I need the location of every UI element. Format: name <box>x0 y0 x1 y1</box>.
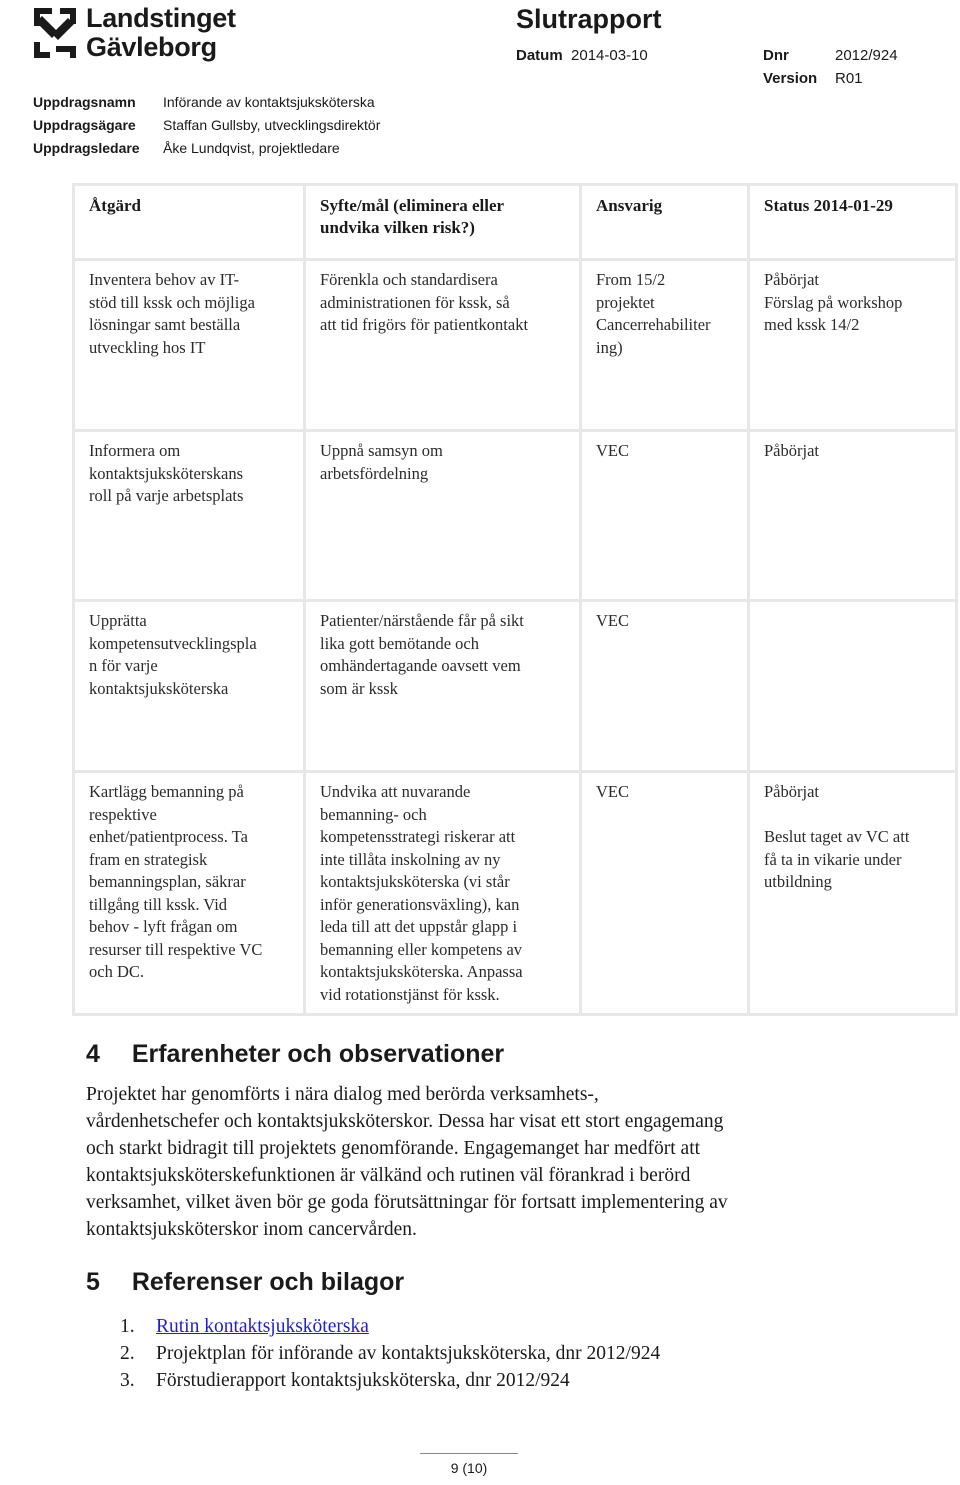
cell-line: VEC <box>596 441 629 460</box>
dnr-field <box>763 47 789 64</box>
info-key: Uppdragsägare <box>33 117 136 133</box>
cell-line: Cancerrehabiliter <box>596 315 711 334</box>
version-value: R01 <box>835 70 863 87</box>
cell-line: Påbörjat <box>764 441 819 460</box>
paragraph-line: vårdenhetschefer och kontaktsjuksköterskor. Dessa har visat ett stort engagemang <box>86 1111 724 1132</box>
cell-line: omhändertagande oavsett vem <box>320 656 521 675</box>
cell-line: att tid frigörs för patientkontakt <box>320 315 529 334</box>
list-item <box>120 1367 660 1394</box>
table-cell-atgard <box>72 432 306 602</box>
version-label: Version <box>763 70 818 87</box>
table-cell-syfte <box>306 773 582 1016</box>
cell-line: Patienter/närstående får på sikt <box>320 611 524 630</box>
cell-line: med kssk 14/2 <box>764 315 860 334</box>
table-cell-status <box>750 261 958 432</box>
paragraph-line: verksamhet, vilket även bör ge goda förutsättningar för fortsatt implementering av <box>86 1192 728 1213</box>
section-title: Referenser och bilagor <box>131 1268 405 1296</box>
cell-line: VEC <box>596 611 629 630</box>
section-4-heading <box>86 1040 504 1069</box>
cell-line: lika gott bemötande och <box>320 633 479 653</box>
cell-line: enhet/patientprocess. Ta <box>89 827 248 846</box>
section-4-paragraph <box>86 1081 946 1243</box>
cell-line: Upprätta <box>89 611 147 630</box>
cell-line: bemanning eller kompetens av <box>320 939 523 959</box>
table-cell-syfte <box>306 432 582 602</box>
info-key: Uppdragsledare <box>33 140 140 156</box>
logo-line-2: Gävleborg <box>86 32 217 62</box>
cell-line: VEC <box>596 782 629 801</box>
info-key: Uppdragsnamn <box>33 94 136 110</box>
cell-line: resurser till respektive VC <box>89 939 263 959</box>
logo-line-1: Landstinget <box>86 3 236 33</box>
cell-line: fram en strategisk <box>89 849 208 869</box>
landstinget-logo-icon <box>32 6 80 62</box>
paragraph-line: kontaktsjuksköterskor inom cancervården. <box>86 1219 417 1240</box>
header-status <box>750 183 958 261</box>
cell-line <box>764 804 945 827</box>
cell-line: Inventera behov av IT- <box>89 270 240 289</box>
table-cell-ansvarig <box>582 432 750 602</box>
section-5-heading <box>86 1268 404 1297</box>
cell-line: Beslut taget av VC att <box>764 827 910 846</box>
cell-line: arbetsfördelning <box>320 463 429 483</box>
header-label-line: Syfte/mål (eliminera eller <box>320 196 505 215</box>
cell-line: bemanning- och <box>320 804 427 824</box>
dnr-label: Dnr <box>763 47 789 64</box>
cell-line: inte tillåta inskolning av ny <box>320 849 501 869</box>
section-number: 5 <box>86 1268 100 1296</box>
paragraph-line: Projektet har genomförts i nära dialog med berörda verksamhets-, <box>86 1084 599 1105</box>
cell-line: Undvika att nuvarande <box>320 782 471 801</box>
cell-line: tillgång till kssk. Vid <box>89 894 228 914</box>
cell-line: Påbörjat <box>764 782 819 801</box>
header-syfte <box>306 183 582 261</box>
cell-line: kontaktsjuksköterska <box>89 678 229 698</box>
reference-text: Projektplan för införande av kontaktsjuksköterska, dnr 2012/924 <box>156 1343 661 1364</box>
cell-line: utbildning <box>764 872 832 891</box>
dnr-value: 2012/924 <box>835 47 898 64</box>
cell-line: behov - lyft frågan om <box>89 917 238 936</box>
cell-line: Påbörjat <box>764 270 819 289</box>
paragraph-line: kontaktsjuksköterskefunktionen är välkänd och rutinen väl förankrad i berörd <box>86 1165 691 1186</box>
cell-line: få ta in vikarie under <box>764 849 902 869</box>
reference-text: Förstudierapport kontaktsjuksköterska, dnr 2012/924 <box>156 1370 570 1391</box>
cell-line: kompetensstrategi riskerar att <box>320 827 516 846</box>
section-title: Erfarenheter och observationer <box>131 1040 505 1068</box>
table-cell-ansvarig <box>582 261 750 432</box>
cell-line: Uppnå samsyn om <box>320 441 443 460</box>
list-item <box>120 1340 660 1367</box>
date-value: 2014-03-10 <box>571 47 648 64</box>
table-cell-status <box>750 432 958 602</box>
cell-line: From 15/2 <box>596 270 666 289</box>
reference-link[interactable]: Rutin kontaktsjuksköterska <box>156 1316 369 1337</box>
list-item <box>120 1313 660 1340</box>
header-label: Ansvarig <box>596 196 663 215</box>
reference-list <box>120 1313 660 1394</box>
cell-line: n för varje <box>89 656 158 675</box>
cell-line: ing) <box>596 337 623 357</box>
table-cell-atgard <box>72 261 306 432</box>
header-label-line: undvika vilken risk?) <box>320 218 475 237</box>
cell-line: utveckling hos IT <box>89 337 206 357</box>
table-cell-atgard <box>72 773 306 1016</box>
cell-line: och DC. <box>89 962 144 981</box>
cell-line: projektet <box>596 292 655 312</box>
info-row <box>33 137 380 160</box>
cell-line: kontaktsjuksköterska (vi står <box>320 872 510 891</box>
report-title: Slutrapport <box>516 4 662 34</box>
version-field <box>763 70 817 87</box>
cell-line: inför generationsväxling), kan <box>320 894 520 914</box>
header-ansvarig <box>582 183 750 261</box>
page-number: 9 (10) <box>450 1460 488 1476</box>
cell-line: Förenkla och standardisera <box>320 270 498 289</box>
cell-line: bemanningsplan, säkrar <box>89 872 246 891</box>
cell-line: respektive <box>89 804 157 824</box>
cell-line: kontaktsjuksköterska. Anpassa <box>320 962 523 981</box>
cell-line: Informera om <box>89 441 181 460</box>
cell-line: Kartlägg bemanning på <box>89 782 244 801</box>
section-number: 4 <box>86 1040 100 1068</box>
logo <box>32 4 252 64</box>
list-number: 2. <box>120 1343 135 1364</box>
header-label: Status 2014-01-29 <box>764 196 893 215</box>
cell-line: leda till att det uppstår glapp i <box>320 917 518 936</box>
table-cell-syfte <box>306 261 582 432</box>
table-cell-ansvarig <box>582 602 750 773</box>
info-value: Införande av kontaktsjuksköterska <box>163 94 375 110</box>
cell-line: kompetensutvecklingspla <box>89 633 257 653</box>
table-cell-status <box>750 602 958 773</box>
list-number: 1. <box>120 1316 135 1337</box>
table-cell-status <box>750 773 958 1016</box>
table-cell-atgard <box>72 602 306 773</box>
list-number: 3. <box>120 1370 135 1391</box>
header-atgard <box>72 183 306 261</box>
info-row <box>33 91 380 114</box>
date-field <box>516 47 648 64</box>
info-row <box>33 114 380 137</box>
cell-line: kontaktsjuksköterskans <box>89 463 243 483</box>
table-cell-ansvarig <box>582 773 750 1016</box>
cell-line: lösningar samt beställa <box>89 315 241 334</box>
header-label: Åtgärd <box>89 196 141 215</box>
info-value: Staffan Gullsby, utvecklingsdirektör <box>163 117 381 133</box>
date-label: Datum <box>516 47 563 64</box>
project-info <box>33 91 380 160</box>
cell-line: vid rotationstjänst för kssk. <box>320 984 500 1004</box>
cell-line: stöd till kssk och möjliga <box>89 292 255 312</box>
info-value: Åke Lundqvist, projektledare <box>163 140 340 156</box>
cell-line: som är kssk <box>320 678 398 698</box>
table-cell-syfte <box>306 602 582 773</box>
cell-line: Förslag på workshop <box>764 292 903 312</box>
cell-line: roll på varje arbetsplats <box>89 486 244 505</box>
cell-line: administrationen för kssk, så <box>320 292 510 312</box>
footer-divider <box>420 1453 518 1454</box>
paragraph-line: och starkt bidragit till projektets genomförande. Engagemanget har medfört att <box>86 1138 701 1159</box>
